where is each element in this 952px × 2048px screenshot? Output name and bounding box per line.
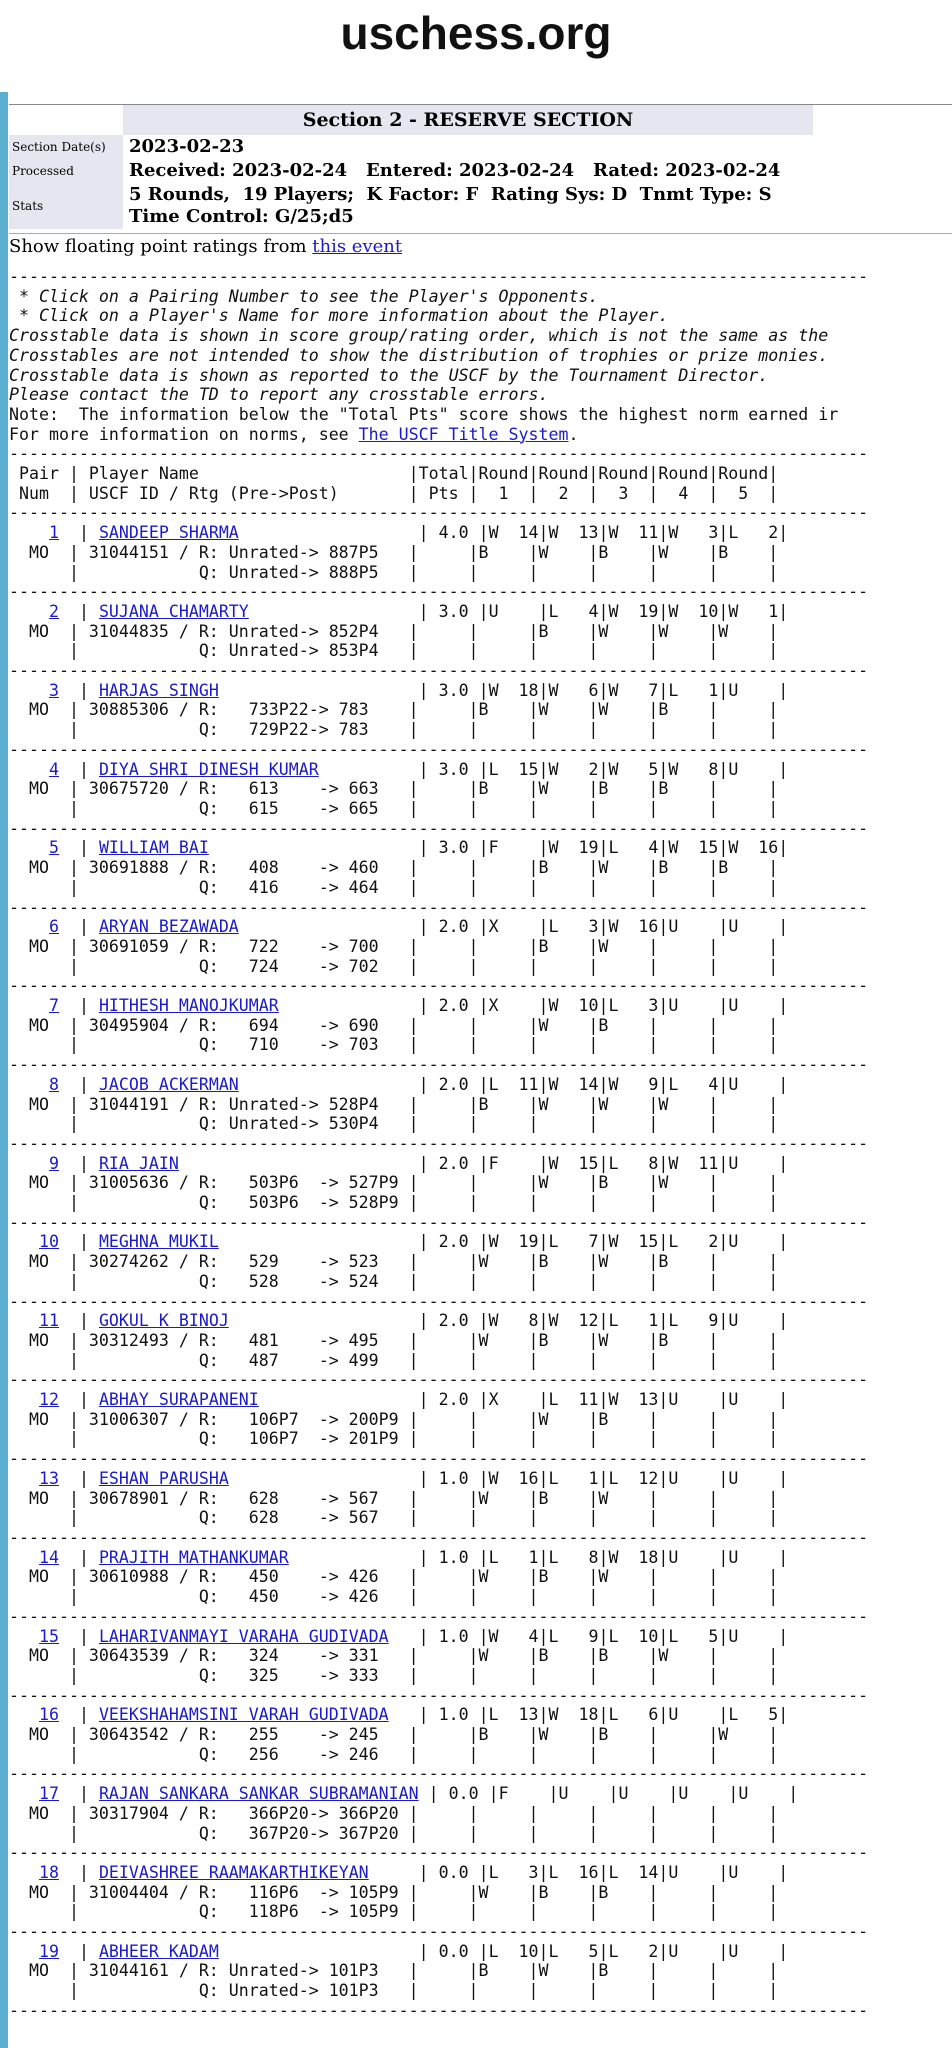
player-name-link[interactable]: RAJAN SANKARA SANKAR SUBRAMANIAN [98, 1784, 419, 1804]
norm-info-text: For more information on norms, see [9, 424, 359, 444]
separator-line: -------------------------------------------------------------------------------------- [9, 1922, 869, 1942]
pair-number-link[interactable]: 14 [38, 1547, 59, 1567]
pair-number-link[interactable]: 10 [38, 1232, 59, 1252]
player-row-line2: MO | 31004404 / R: 116P6 -> 105P9 | |W |B |B | | | [28, 1882, 779, 1902]
player-row-line2: MO | 30317904 / R: 366P20-> 366P20 | | | | | | | [28, 1803, 779, 1823]
player-row-line2: MO | 30691059 / R: 722 -> 700 | | |B |W | | | [28, 936, 779, 956]
player-name-link[interactable]: ESHAN PARUSHA [98, 1468, 229, 1488]
player-row-line2: MO | 31006307 / R: 106P7 -> 200P9 | | |W |B | | | [28, 1409, 779, 1429]
separator-line: -------------------------------------------------------------------------------------- [9, 818, 869, 838]
stats-label: Stats [9, 183, 123, 229]
separator-line: -------------------------------------------------------------------------------------- [9, 1291, 869, 1311]
note-line: Note: The information below the "Total Pts" score shows the highest norm earned ir [9, 404, 839, 424]
separator-line: -------------------------------------------------------------------------------------- [9, 1528, 869, 1547]
separator-line: -------------------------------------------------------------------------------------- [9, 1685, 869, 1705]
player-row-line3: | Q: 118P6 -> 105P9 | | | | | | | [68, 1902, 779, 1922]
pair-number-link[interactable]: 3 [48, 680, 59, 700]
pair-number-link[interactable]: 13 [38, 1468, 59, 1488]
player-row-line2: MO | 30274262 / R: 529 -> 523 | |W |B |W |B | | [28, 1252, 779, 1272]
pair-number-link[interactable]: 16 [38, 1705, 59, 1725]
pair-number-link[interactable]: 7 [48, 996, 59, 1016]
player-row-line3: | Q: 416 -> 464 | | | | | | | [68, 877, 779, 897]
player-row-line2: MO | 30691888 / R: 408 -> 460 | | |B |W |B |B | [28, 858, 779, 878]
player-row-line3: | Q: 325 -> 333 | | | | | | | [68, 1665, 779, 1685]
player-row-line3: | Q: 106P7 -> 201P9 | | | | | | | [68, 1429, 779, 1449]
player-name-link[interactable]: PRAJITH MATHANKUMAR [98, 1547, 289, 1567]
player-row-line1: | 2.0 |X |L 11|W 13|U |U | [418, 1390, 789, 1410]
pair-number-link[interactable]: 6 [48, 917, 59, 937]
player-row-line1: | 2.0 |X |L 3|W 16|U |U | [418, 917, 789, 937]
player-row-line3: | Q: 450 -> 426 | | | | | | | [68, 1587, 779, 1607]
uscf-title-system-link[interactable]: The USCF Title System [358, 424, 569, 444]
separator-line: -------------------------------------------------------------------------------------- [9, 976, 869, 996]
player-row-line1: | 1.0 |L 13|W 18|L 6|U |L 5| [418, 1705, 789, 1725]
separator-line: -------------------------------------------------------------------------------------- [9, 2000, 869, 2020]
player-row-line3: | Q: 528 -> 524 | | | | | | | [68, 1271, 779, 1291]
player-row-line2: MO | 31044835 / R: Unrated-> 852P4 | | |B |W |W |W | [28, 621, 779, 641]
player-name-link[interactable]: HITHESH MANOJKUMAR [98, 996, 279, 1016]
separator-line: -------------------------------------------------------------------------------------- [9, 444, 869, 464]
table-header-line: Pair | Player Name |Total|Round|Round|Round|Round|Round| [18, 464, 779, 484]
crosstable-content [9, 104, 952, 2021]
player-row-line1: | 2.0 |W 19|L 7|W 15|L 2|U | [418, 1232, 789, 1252]
player-row-line1: | 0.0 |L 10|L 5|L 2|U |U | [418, 1941, 789, 1961]
player-row-line2: MO | 30643542 / R: 255 -> 245 | |B |W |B | |W | [28, 1725, 779, 1745]
player-row-line2: MO | 30885306 / R: 733P22-> 783 | |B |W |W |B | | [28, 700, 779, 720]
player-row-line2: MO | 31005636 / R: 503P6 -> 527P9 | | |W |B |W | | [28, 1173, 779, 1193]
separator-line: -------------------------------------------------------------------------------------- [9, 1843, 869, 1863]
note-line: Crosstable data is shown in score group/rating order, which is not the same as the [9, 326, 829, 346]
player-row-line1: | 1.0 |L 1|L 8|W 18|U |U | [418, 1547, 789, 1567]
pair-number-link[interactable]: 11 [38, 1311, 59, 1331]
player-name-link[interactable]: DIYA SHRI DINESH KUMAR [98, 759, 319, 779]
player-row-line3: | Q: Unrated-> 101P3 | | | | | | | [68, 1981, 779, 2001]
player-row-line1: | 1.0 |W 16|L 1|L 12|U |U | [418, 1468, 789, 1488]
note-line: Crosstable data is shown as reported to the USCF by the Tournament Director. [9, 365, 769, 385]
player-name-link[interactable]: LAHARIVANMAYI VARAHA GUDIVADA [98, 1626, 389, 1646]
pair-number-link[interactable]: 18 [38, 1862, 59, 1882]
processed-label: Processed [9, 159, 123, 183]
left-accent-bar [0, 92, 8, 2048]
section-date: 2023-02-23 [129, 136, 245, 157]
pair-number-link[interactable]: 9 [48, 1153, 59, 1173]
floating-ratings-text: Show floating point ratings from [9, 236, 313, 257]
player-name-link[interactable]: ABHAY SURAPANENI [98, 1390, 259, 1410]
player-row-line3: | Q: 503P6 -> 528P9 | | | | | | | [68, 1193, 779, 1213]
separator-line: -------------------------------------------------------------------------------------- [9, 582, 869, 602]
separator-line: -------------------------------------------------------------------------------------- [9, 661, 869, 681]
player-name-link[interactable]: JACOB ACKERMAN [98, 1074, 239, 1094]
player-row-line2: MO | 30678901 / R: 628 -> 567 | |W |B |W | | | [28, 1488, 779, 1508]
floating-ratings-line [9, 233, 952, 257]
pair-number-link[interactable]: 8 [48, 1074, 59, 1094]
separator-line: -------------------------------------------------------------------------------------- [9, 1449, 869, 1469]
player-row-line3: | Q: 710 -> 703 | | | | | | | [68, 1035, 779, 1055]
pair-number-link[interactable]: 15 [38, 1626, 59, 1646]
pair-number-link[interactable]: 5 [48, 838, 59, 858]
stats-line-1: 5 Rounds, 19 Players; K Factor: F Rating Sys: D Tnmt Type: S [129, 184, 772, 205]
separator-line: -------------------------------------------------------------------------------------- [9, 1055, 869, 1075]
player-row-line3: | Q: 628 -> 567 | | | | | | | [68, 1508, 779, 1528]
player-row-line2: MO | 30610988 / R: 450 -> 426 | |W |B |W | | | [28, 1567, 779, 1587]
table-header-line: Num | USCF ID / Rtg (Pre->Post) | Pts | 1 | 2 | 3 | 4 | 5 | [18, 483, 779, 503]
player-name-link[interactable]: SUJANA CHAMARTY [98, 601, 249, 621]
note-line: Please contact the TD to report any crosstable errors. [9, 385, 549, 405]
player-row-line3: | Q: 367P20-> 367P20 | | | | | | | [68, 1823, 779, 1843]
player-row-line2: MO | 30675720 / R: 613 -> 663 | |B |W |B |B | | [28, 779, 779, 799]
separator-line: -------------------------------------------------------------------------------------- [9, 1212, 869, 1232]
note-line: * Click on a Pairing Number to see the Player's Opponents. [18, 286, 599, 306]
player-row-line3: | Q: 487 -> 499 | | | | | | | [68, 1350, 779, 1370]
pair-number-link[interactable]: 4 [48, 759, 59, 779]
separator-line: -------------------------------------------------------------------------------------- [9, 897, 869, 917]
crosstable: -------------------------------------------------------------------------------------- * Click on a Pairing Number to see the Player's Opponents. * Click on a Player's Name for more information about the Player. Crosstable data is shown in score group/rating order, which is not the same as the Crosstables are not intended to show the distribution of trophies or prize monies. Crosstable data is shown as reported to the USCF by the Tournament Director. Please contact the TD to report any crosstable errors. Note: The information below the "Total Pts" score shows the highest norm earned ir For more information on norms, see The USCF Title System. -------------------------------------------------------------------------------------- Pair | Player Name |Total|Round|Round|Round|Round|Round| Num | USCF ID / Rtg (Pre->Post) | Pts | 1 | 2 | 3 | 4 | 5 | -------------------------------------------------------------------------------------- 1 | SANDEEP SHARMA | 4.0 |W 14|W 13|W 11|W 3|L 2| MO | 31044151 / R: Unrated-> 887P5 | |B |W |B |W |B | | Q: Unrated-> 888P5 | | | | | | | -------------------------------------------------------------------------------------- 2 | SUJANA CHAMARTY | 3.0 |U |L 4|W 19|W 10|W 1| MO | 31044835 / R: Unrated-> 852P4 | | |B |W |W |W | | Q: Unrated-> 853P4 | | | | | | | -------------------------------------------------------------------------------------- 3 | HARJAS SINGH | 3.0 |W 18|W 6|W 7|L 1|U | MO | 30885306 / R: 733P22-> 783 | |B |W |W |B | | | Q: 729P22-> 783 | | | | | | | -------------------------------------------------------------------------------------- 4 | DIYA SHRI DINESH KUMAR | 3.0 |L 15|W 2|W 5|W 8|U | MO | 30675720 / R: 613 -> 663 | |B |W |B |B | | | Q: 615 -> 665 | | | | | | | -------------------------------------------------------------------------------------- 5 | WILLIAM BAI | 3.0 |F |W 19|L 4|W 15|W 16| MO | 30691888 / R: 408 -> 460 | | |B |W |B |B | | Q: 416 -> 464 | | | | | | | -------------------------------------------------------------------------------------- 6 | ARYAN BEZAWADA | 2.0 |X |L 3|W 16|U |U | MO | 30691059 / R: 722 -> 700 | | |B |W | | | | Q: 724 -> 702 | | | | | | | -------------------------------------------------------------------------------------- 7 | HITHESH MANOJKUMAR | 2.0 |X |W 10|L 3|U |U | MO | 30495904 / R: 694 -> 690 | | |W |B | | | | Q: 710 -> 703 | | | | | | | -------------------------------------------------------------------------------------- 8 | JACOB ACKERMAN | 2.0 |L 11|W 14|W 9|L 4|U | MO | 31044191 / R: Unrated-> 528P4 | |B |W |W |W | | | Q: Unrated-> 530P4 | | | | | | | -------------------------------------------------------------------------------------- 9 | RIA JAIN | 2.0 |F |W 15|L 8|W 11|U | MO | 31005636 / R: 503P6 -> 527P9 | | |W |B |W | | | Q: 503P6 -> 528P9 | | | | | | | -------------------------------------------------------------------------------------- 10 | MEGHNA MUKIL | 2.0 |W 19|L 7|W 15|L 2|U | MO | 30274262 / R: 529 -> 523 | |W |B |W |B | | | Q: 528 -> 524 | | | | | | | -------------------------------------------------------------------------------------- 11 | GOKUL K BINOJ | 2.0 |W 8|W 12|L 1|L 9|U | MO | 30312493 / R: 481 -> 495 | |W |B |W |B | | | Q: 487 -> 499 | | | | | | | -------------------------------------------------------------------------------------- 12 | ABHAY SURAPANENI | 2.0 |X |L 11|W 13|U |U | MO | 31006307 / R: 106P7 -> 200P9 | | |W |B | | | | Q: 106P7 -> 201P9 | | | | | | | -------------------------------------------------------------------------------------- 13 | ESHAN PARUSHA | 1.0 |W 16|L 1|L 12|U |U | MO | 30678901 / R: 628 -> 567 | |W |B |W | | | | Q: 628 -> 567 | | | | | | | -------------------------------------------------------------------------------------- 14 | PRAJITH MATHANKUMAR | 1.0 |L 1|L 8|W 18|U |U | MO | 30610988 / R: 450 -> 426 | |W |B |W | | | | Q: 450 -> 426 | | | | | | | -------------------------------------------------------------------------------------- 15 | LAHARIVANMAYI VARAHA GUDIVADA | 1.0 |W 4|L 9|L 10|L 5|U | MO | 30643539 / R: 324 -> 331 | |W |B |B |W | | | Q: 325 -> 333 | | | | | | | -------------------------------------------------------------------------------------- 16 | VEEKSHAHAMSINI VARAH GUDIVADA | 1.0 |L 13|W 18|L 6|U |L 5| MO | 30643542 / R: 255 -> 245 | |B |W |B | |W | | Q: 256 -> 246 | | | | | | | -------------------------------------------------------------------------------------- 17 | RAJAN SANKARA SANKAR SUBRAMANIAN | 0.0 |F |U |U |U |U | MO | 30317904 / R: 366P20-> 366P20 | | | | | | | | Q: 367P20-> 367P20 | | | | | | | -------------------------------------------------------------------------------------- 18 | DEIVASHREE RAAMAKARTHIKEYAN | 0.0 |L 3|L 16|L 14|U |U | MO | 31004404 / R: 116P6 -> 105P9 | |W |B |B | | | | Q: 118P6 -> 105P9 | | | | | | | -------------------------------------------------------------------------------------- 19 | ABHEER KADAM | 0.0 |L 10|L 5|L 2|U |U | MO | 31044161 / R: Unrated-> 101P3 | |B |W |B | | | | Q: Unrated-> 101P3 | | | | | | | -------------------------------------------------------------------------------------- [9, 267, 869, 2020]
player-row-line1: | 4.0 |W 14|W 13|W 11|W 3|L 2| [418, 523, 789, 543]
player-row-line3: | Q: 724 -> 702 | | | | | | | [68, 956, 779, 976]
player-row-line2: MO | 30495904 / R: 694 -> 690 | | |W |B | | | [28, 1015, 779, 1035]
player-row-line1: | 1.0 |W 4|L 9|L 10|L 5|U | [418, 1626, 789, 1646]
player-row-line1: | 2.0 |W 8|W 12|L 1|L 9|U | [418, 1311, 789, 1331]
player-row-line2: MO | 31044191 / R: Unrated-> 528P4 | |B |W |W |W | | [28, 1094, 779, 1114]
separator-line: -------------------------------------------------------------------------------------- [9, 739, 869, 759]
pair-number-link[interactable]: 17 [38, 1784, 59, 1804]
player-row-line1: | 3.0 |L 15|W 2|W 5|W 8|U | [418, 759, 789, 779]
this-event-link[interactable]: this event [312, 236, 403, 257]
player-row-line1: | 2.0 |X |W 10|L 3|U |U | [418, 996, 789, 1016]
player-row-line3: | Q: Unrated-> 530P4 | | | | | | | [68, 1114, 779, 1134]
separator-line: -------------------------------------------------------------------------------------- [9, 1764, 869, 1784]
stats-line-2: Time Control: G/25;d5 [129, 206, 354, 227]
player-row-line1: | 0.0 |F |U |U |U |U | [428, 1784, 799, 1804]
player-name-link[interactable]: ARYAN BEZAWADA [98, 917, 239, 937]
separator-line: -------------------------------------------------------------------------------------- [9, 1370, 869, 1390]
section-header [9, 104, 952, 229]
player-name-link[interactable]: VEEKSHAHAMSINI VARAH GUDIVADA [98, 1705, 389, 1725]
separator-line: -------------------------------------------------------------------------------------- [9, 503, 869, 523]
player-row-line1: | 2.0 |F |W 15|L 8|W 11|U | [418, 1153, 789, 1173]
pair-number-link[interactable]: 19 [38, 1941, 59, 1961]
section-date-label: Section Date(s) [9, 135, 123, 159]
player-row-line2: MO | 31044151 / R: Unrated-> 887P5 | |B |W |B |W |B | [28, 542, 779, 562]
player-row-line1: | 2.0 |L 11|W 14|W 9|L 4|U | [418, 1074, 789, 1094]
stats-value [123, 183, 813, 229]
player-name-link[interactable]: GOKUL K BINOJ [98, 1311, 229, 1331]
player-name-link[interactable]: DEIVASHREE RAAMAKARTHIKEYAN [98, 1862, 369, 1882]
player-row-line2: MO | 30643539 / R: 324 -> 331 | |W |B |B |W | | [28, 1646, 779, 1666]
player-name-link[interactable]: ABHEER KADAM [98, 1941, 219, 1961]
player-row-line3: | Q: Unrated-> 888P5 | | | | | | | [68, 562, 779, 582]
note-line: Crosstables are not intended to show the distribution of trophies or prize monies. [9, 345, 829, 365]
note-line: * Click on a Player's Name for more information about the Player. [18, 306, 669, 326]
separator-line: -------------------------------------------------------------------------------------- [9, 1133, 869, 1153]
player-name-link[interactable]: WILLIAM BAI [98, 838, 209, 858]
separator-line: -------------------------------------------------------------------------------------- [9, 267, 869, 286]
pair-number-link[interactable]: 2 [48, 601, 59, 621]
site-title: uschess.org [340, 7, 612, 59]
player-row-line3: | Q: 615 -> 665 | | | | | | | [68, 798, 779, 818]
player-name-link[interactable]: RIA JAIN [98, 1153, 179, 1173]
player-row-line1: | 3.0 |U |L 4|W 19|W 10|W 1| [418, 601, 789, 621]
player-row-line2: MO | 31044161 / R: Unrated-> 101P3 | |B |W |B | | | [28, 1961, 779, 1981]
pair-number-link[interactable]: 12 [38, 1390, 59, 1410]
processed-value: Received: 2023-02-24 Entered: 2023-02-24 Rated: 2023-02-24 [129, 160, 781, 181]
section-title: Section 2 - RESERVE SECTION [123, 105, 813, 135]
player-row-line2: MO | 30312493 / R: 481 -> 495 | |W |B |W |B | | [28, 1330, 779, 1350]
player-name-link[interactable]: SANDEEP SHARMA [98, 523, 239, 543]
player-row-line3: | Q: Unrated-> 853P4 | | | | | | | [68, 641, 779, 661]
player-row-line1: | 3.0 |F |W 19|L 4|W 15|W 16| [418, 838, 789, 858]
player-row-line1: | 0.0 |L 3|L 16|L 14|U |U | [418, 1862, 789, 1882]
player-name-link[interactable]: HARJAS SINGH [98, 680, 219, 700]
pair-number-link[interactable]: 1 [48, 523, 59, 543]
player-row-line3: | Q: 729P22-> 783 | | | | | | | [68, 720, 779, 740]
player-row-line1: | 3.0 |W 18|W 6|W 7|L 1|U | [418, 680, 789, 700]
player-row-line3: | Q: 256 -> 246 | | | | | | | [68, 1744, 779, 1764]
separator-line: -------------------------------------------------------------------------------------- [9, 1606, 869, 1626]
player-name-link[interactable]: MEGHNA MUKIL [98, 1232, 219, 1252]
